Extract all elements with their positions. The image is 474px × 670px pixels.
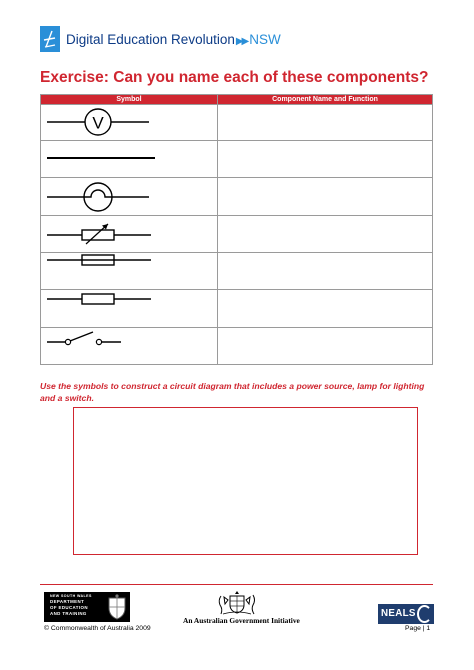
neals-logo bbox=[378, 604, 434, 624]
der-logo-icon bbox=[40, 26, 60, 52]
government-initiative-label: An Australian Government Initiative bbox=[183, 616, 300, 625]
answer-cell[interactable] bbox=[218, 141, 433, 178]
table-row bbox=[41, 178, 433, 216]
table-row bbox=[41, 216, 433, 253]
table-row bbox=[41, 290, 433, 328]
symbol-cell bbox=[41, 105, 218, 141]
page-number: Page | 1 bbox=[405, 625, 431, 632]
column-header-symbol: Symbol bbox=[41, 95, 218, 105]
neals-swirl-icon bbox=[417, 605, 432, 623]
table-row bbox=[41, 141, 433, 178]
answer-cell[interactable] bbox=[218, 290, 433, 328]
symbol-cell bbox=[41, 178, 218, 216]
site-header bbox=[40, 26, 281, 52]
resistor-symbol-icon bbox=[41, 290, 217, 327]
answer-cell[interactable] bbox=[218, 253, 433, 290]
symbol-cell bbox=[41, 141, 218, 178]
variable-resistor-symbol-icon bbox=[41, 216, 217, 252]
fuse-symbol-icon bbox=[41, 253, 217, 289]
circuit-drawing-area[interactable] bbox=[73, 407, 418, 555]
answer-cell[interactable] bbox=[218, 105, 433, 141]
table-header-row bbox=[41, 95, 433, 105]
footer-divider bbox=[40, 584, 433, 585]
table-row bbox=[41, 253, 433, 290]
symbol-cell bbox=[41, 328, 218, 365]
australian-coat-of-arms-icon bbox=[215, 590, 259, 616]
column-header-component: Component Name and Function bbox=[218, 95, 433, 105]
open-switch-symbol-icon bbox=[41, 328, 217, 364]
dept-logo-line: OF EDUCATION bbox=[50, 605, 88, 610]
table-row bbox=[41, 328, 433, 365]
lamp-symbol-icon bbox=[41, 178, 217, 215]
table-row bbox=[41, 105, 433, 141]
brand-name bbox=[66, 32, 281, 47]
answer-cell[interactable] bbox=[218, 216, 433, 253]
symbol-cell bbox=[41, 290, 218, 328]
copyright-notice: © Commonwealth of Australia 2009 bbox=[44, 625, 151, 632]
dept-logo-line: AND TRAINING bbox=[50, 611, 87, 616]
instructions: Use the symbols to construct a circuit diagram that includes a power source, lamp for lighting and a switch. bbox=[40, 381, 425, 403]
voltmeter-label: V bbox=[92, 113, 104, 133]
brand-arrows-icon: ▶▶ bbox=[235, 35, 248, 47]
page-title: Exercise: Can you name each of these components? bbox=[40, 69, 429, 86]
voltmeter-symbol-icon bbox=[41, 105, 217, 140]
dept-logo-line: DEPARTMENT bbox=[50, 599, 85, 604]
neals-logo-text: NEALS bbox=[381, 608, 416, 619]
brand-region: NSW bbox=[249, 31, 281, 47]
answer-cell[interactable] bbox=[218, 328, 433, 365]
dept-logo-line: NEW SOUTH WALES bbox=[50, 594, 92, 598]
brand-main: Digital Education Revolution bbox=[66, 31, 235, 47]
answer-cell[interactable] bbox=[218, 178, 433, 216]
nsw-crest-icon bbox=[106, 594, 128, 620]
symbol-cell bbox=[41, 253, 218, 290]
wire-symbol-icon bbox=[41, 141, 217, 177]
components-table bbox=[40, 94, 433, 365]
symbol-cell bbox=[41, 216, 218, 253]
